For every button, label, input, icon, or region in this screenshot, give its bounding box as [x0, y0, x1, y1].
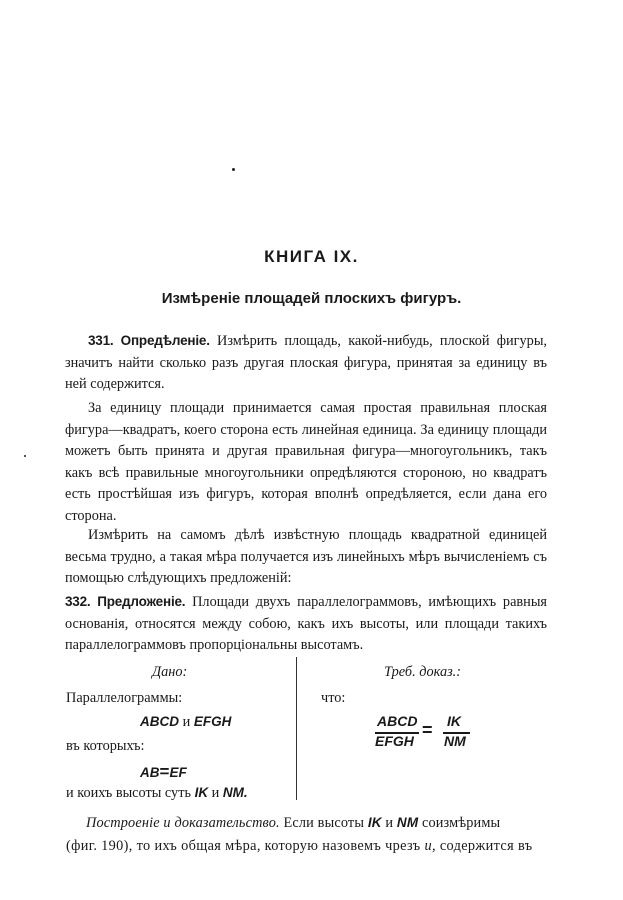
- given-figures-line: [140, 714, 231, 731]
- section-331-paragraph: [65, 330, 547, 396]
- equals-sign: =: [159, 762, 170, 781]
- given-heading: Дано:: [152, 664, 188, 680]
- to-prove-heading: Треб. доказ.:: [384, 664, 462, 680]
- fraction-numerator-abcd: ABCD: [377, 713, 418, 729]
- figure-abcd: ABCD: [140, 714, 179, 729]
- height-ik-ref: IK: [367, 815, 382, 830]
- paragraph-unit-of-area: За единицу площади принимается самая простая правильная плоская фигура—квадратъ, коего сторона есть линейная единица. За единицу площади можетъ быть принята и другая правильная фигура—многоугольникъ, такъ какъ всѣ правильные многоугольники опредѣляются стороною, но квадратъ есть простѣйшая изъ фигуръ, которая вполнѣ опредѣляется, если дана его сторона.: [65, 400, 547, 524]
- given-heights-line: [66, 785, 248, 802]
- segment-ab: AB: [140, 765, 160, 780]
- conjunction-and: и: [182, 714, 191, 730]
- construction-line2-a: (фиг. 190), то ихъ общая мѣра, которую назовемъ чрезъ: [66, 838, 421, 854]
- section-331-text: Измѣрить площадь, какой-нибудь, плоской фигуры, значитъ найти сколько разъ другая плоская фигура, принятая за единицу въ ней содержится.: [65, 333, 548, 392]
- figure-efgh: EFGH: [193, 714, 232, 729]
- ink-speck: [24, 455, 26, 457]
- conjunction-and: и: [385, 815, 394, 831]
- construction-text-b: соизмѣримы: [421, 815, 501, 831]
- proportion-equals: =: [422, 720, 433, 740]
- construction-line-2: [66, 838, 532, 855]
- section-332-paragraph: [65, 591, 547, 657]
- height-nm-ref: NM: [396, 815, 419, 830]
- segment-ef: EF: [169, 765, 187, 780]
- fraction-denominator-efgh: EFGH: [375, 733, 414, 749]
- ink-speck: [232, 168, 235, 171]
- conjunction-and: и: [211, 785, 220, 801]
- section-331-label: 331. Опредѣленіе.: [88, 333, 210, 348]
- proportion-formula: [375, 713, 505, 753]
- construction-label: Построеніе и доказательство.: [86, 815, 280, 831]
- given-parallelograms-label: Параллелограммы:: [66, 690, 183, 706]
- fraction-numerator-ik: IK: [447, 713, 461, 729]
- height-nm: NM.: [222, 785, 248, 800]
- section-332-text: Площади двухъ параллелограммовъ, имѣющихъ равныя основанія, относятся между собою, какъ ихъ высоты, или площади такихъ параллелограммовъ пропорціональны высотамъ.: [65, 594, 548, 653]
- construction-line-1: [86, 815, 500, 832]
- height-ik: IK: [194, 785, 209, 800]
- chapter-subtitle: Измѣреніе площадей плоскихъ фигуръ.: [161, 290, 462, 307]
- construction-line2-b: содержится въ: [439, 838, 533, 854]
- given-which-label: въ которыхъ:: [66, 738, 145, 754]
- given-equality-line: [140, 762, 187, 782]
- given-heights-label: и коихъ высоты суть: [66, 785, 191, 801]
- construction-text-a: Если высоты: [283, 815, 365, 831]
- variable-u: и,: [424, 838, 436, 854]
- to-prove-what-label: что:: [321, 690, 346, 706]
- paragraph-measurement: Измѣрить на самомъ дѣлѣ извѣстную площадь квадратной единицей весьма трудно, а такая мѣра получается изъ линейныхъ мѣръ вычисленіемъ съ помощью слѣдующихъ предложеній:: [65, 527, 547, 586]
- fraction-denominator-nm: NM: [444, 733, 466, 749]
- book-title: КНИГА IX.: [264, 247, 359, 266]
- column-divider: [296, 657, 297, 800]
- section-332-label: 332. Предложеніе.: [65, 594, 186, 609]
